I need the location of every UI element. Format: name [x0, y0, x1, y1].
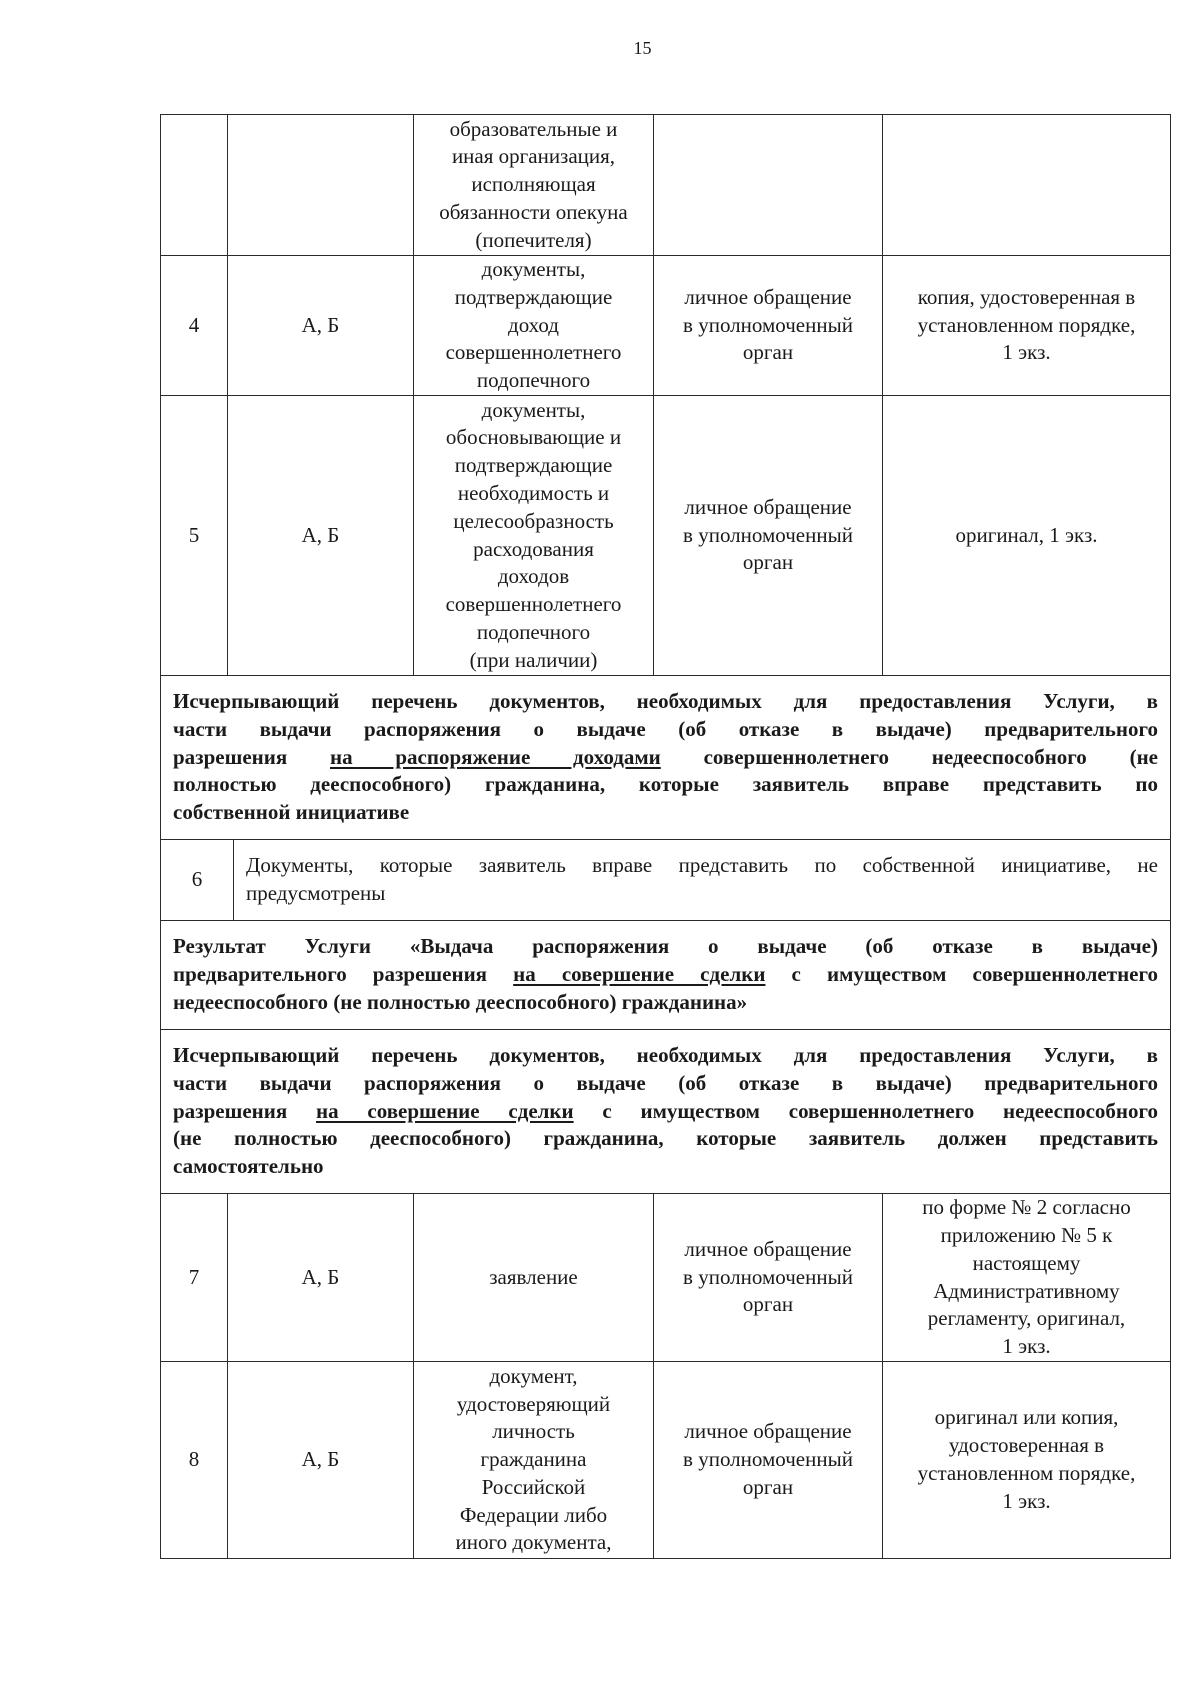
applicant-category: А, Б — [228, 396, 414, 676]
table-row — [161, 840, 1171, 921]
section-text: совершеннолетнего недееспособного (не — [660, 744, 1158, 769]
section-header-voluntary-documents — [161, 676, 1171, 840]
section-line: Результат Услуги «Выдача распоряжения о выдаче (об отказе в выдаче) — [173, 934, 1158, 959]
row-number: 7 — [161, 1194, 228, 1362]
table-row — [161, 256, 1171, 396]
section-line: собственной инициативе — [173, 800, 410, 825]
table-row — [161, 1362, 1171, 1559]
section-text: с имуществом совершеннолетнего недееспособного — [573, 1098, 1159, 1123]
document-form: копия, удостоверенная в установленном порядке, 1 экз. — [883, 256, 1171, 396]
note-line: Документы, которые заявитель вправе представить по собственной инициативе, не — [246, 853, 1158, 878]
section-header — [161, 921, 1171, 1030]
document-name: образовательные и иная организация, исполняющая обязанности опекуна (попечителя) — [414, 115, 654, 256]
row-number: 8 — [161, 1362, 228, 1559]
applicant-category: А, Б — [228, 256, 414, 396]
section-text: разрешения — [173, 744, 330, 769]
document-name: документы, обосновывающие и подтверждающие необходимость и целесообразность расходования доходов совершеннолетнего подопечного (при наличии) — [414, 396, 654, 676]
note-line: предусмотрены — [246, 881, 386, 905]
row-number: 5 — [161, 396, 228, 676]
underlined-phrase: на совершение сделки — [513, 962, 766, 987]
section-header-service-result — [161, 921, 1171, 1030]
documents-table — [160, 114, 1171, 1559]
submission-method: личное обращение в уполномоченный орган — [654, 256, 883, 396]
document-name: документ, удостоверяющий личность гражданина Российской Федерации либо иного документа, — [414, 1362, 654, 1559]
applicant-category — [228, 115, 414, 256]
row-note — [234, 840, 1171, 921]
row-number — [161, 115, 228, 256]
section-header — [161, 676, 1171, 840]
document-name: документы, подтверждающие доход совершеннолетнего подопечного — [414, 256, 654, 396]
row-number: 4 — [161, 256, 228, 396]
submission-method: личное обращение в уполномоченный орган — [654, 396, 883, 676]
row-number: 6 — [161, 840, 234, 921]
applicant-category: А, Б — [228, 1194, 414, 1362]
section-line — [173, 1098, 1158, 1126]
section-line — [173, 961, 1158, 989]
section-line: самостоятельно — [173, 1154, 324, 1179]
underlined-phrase: на совершение сделки — [316, 1098, 574, 1123]
document-form: оригинал или копия, удостоверенная в установленном порядке, 1 экз. — [883, 1362, 1171, 1559]
table-row — [161, 396, 1171, 676]
section-text: с имуществом совершеннолетнего — [765, 962, 1158, 987]
section-line: части выдачи распоряжения о выдаче (об отказе в выдаче) предварительного — [173, 716, 1158, 741]
section-line: (не полностью дееспособного) гражданина, которые заявитель должен представить — [173, 1126, 1158, 1151]
section-line: части выдачи распоряжения о выдаче (об отказе в выдаче) предварительного — [173, 1070, 1158, 1095]
page-number: 15 — [633, 38, 652, 58]
document-form: оригинал, 1 экз. — [883, 396, 1171, 676]
submission-method — [654, 115, 883, 256]
document-form — [883, 115, 1171, 256]
section-text: разрешения — [173, 1098, 317, 1123]
applicant-category: А, Б — [228, 1362, 414, 1559]
document-name: заявление — [414, 1194, 654, 1362]
submission-method: личное обращение в уполномоченный орган — [654, 1194, 883, 1362]
document-form: по форме № 2 согласно приложению № 5 к настоящему Административному регламенту, оригинал, 1 экз. — [883, 1194, 1171, 1362]
section-line: Исчерпывающий перечень документов, необходимых для предоставления Услуги, в — [173, 1043, 1158, 1067]
table-row — [161, 115, 1171, 256]
section-header — [161, 1030, 1171, 1194]
section-line — [173, 744, 1158, 772]
section-line: недееспособного (не полностью дееспособного) гражданина» — [173, 989, 748, 1014]
underlined-phrase: на распоряжение доходами — [330, 744, 661, 769]
submission-method: личное обращение в уполномоченный орган — [654, 1362, 883, 1559]
table-row — [161, 1194, 1171, 1362]
section-header-required-documents — [161, 1030, 1171, 1194]
section-text: предварительного разрешения — [173, 962, 514, 987]
section-line: Исчерпывающий перечень документов, необходимых для предоставления Услуги, в — [173, 689, 1158, 713]
section-line: полностью дееспособного) гражданина, которые заявитель вправе представить по — [173, 772, 1158, 797]
